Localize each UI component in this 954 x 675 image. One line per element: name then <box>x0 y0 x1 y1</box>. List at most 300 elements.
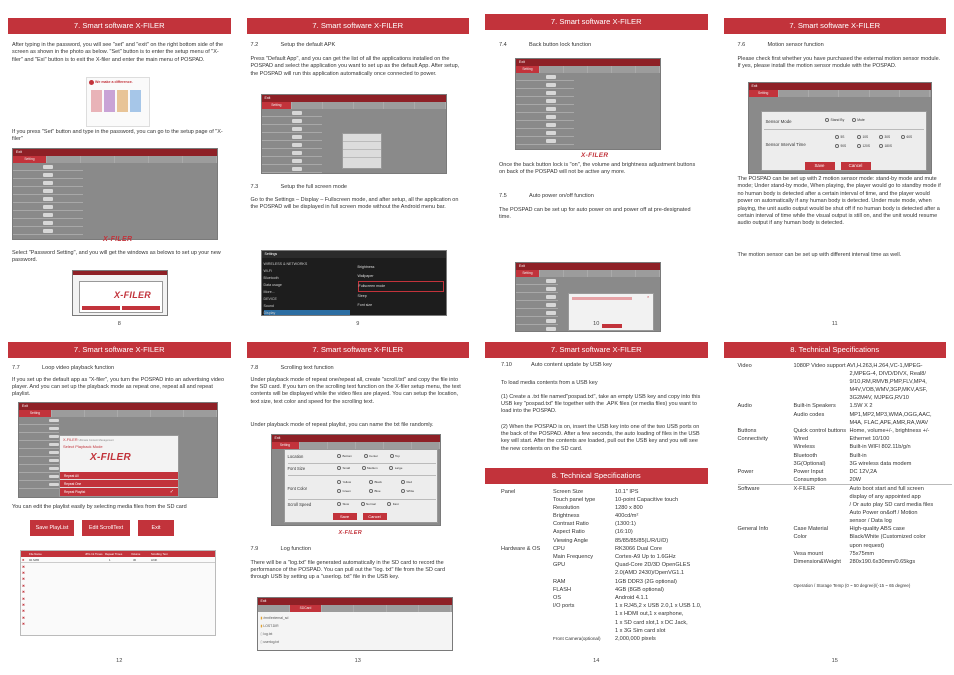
setting-row[interactable] <box>516 301 558 309</box>
col-header: Repeat Times <box>105 551 123 556</box>
spec-row <box>501 488 711 496</box>
radio-option[interactable] <box>359 502 376 506</box>
section-header: 7. Smart software X-FILER <box>485 342 708 358</box>
tab[interactable] <box>47 156 81 163</box>
scroll-option-row <box>288 502 436 512</box>
page-15 <box>716 338 954 675</box>
cancel-button[interactable] <box>122 306 160 310</box>
setting-row[interactable] <box>19 417 59 425</box>
settings-rows <box>13 163 83 239</box>
setting-row[interactable] <box>262 157 322 165</box>
interval-options <box>834 135 924 148</box>
s710-intro: To load media contents from a USB key <box>501 379 598 386</box>
page-11 <box>716 0 954 338</box>
xfiler-caption <box>63 438 114 442</box>
spec-value: Android 4.1.1 <box>615 594 649 601</box>
thumb <box>117 90 128 112</box>
setting-row[interactable] <box>19 465 59 473</box>
app-bar: Exit <box>516 59 660 66</box>
spec-item: Resolution <box>553 504 580 511</box>
tab[interactable] <box>540 270 564 277</box>
tab[interactable] <box>151 410 184 417</box>
delete-icon[interactable]: ✖ <box>22 596 26 601</box>
spec-item: Vesa mount <box>793 550 824 557</box>
folder-item[interactable] <box>261 622 289 630</box>
tab[interactable] <box>419 605 451 612</box>
folder-label: /mnt/external_sd <box>263 615 289 620</box>
spec-row <box>501 496 711 504</box>
folder-item[interactable] <box>261 638 289 646</box>
playback-option[interactable]: Repeat All <box>60 472 178 480</box>
setting-row[interactable] <box>13 171 83 179</box>
cell: LINK <box>151 557 158 562</box>
tab-bar <box>516 66 660 73</box>
setting-row[interactable] <box>516 293 558 301</box>
save-button[interactable]: Save <box>333 513 357 520</box>
page-14 <box>477 338 716 675</box>
section-header: 7. Smart software X-FILER <box>485 14 708 30</box>
playback-option[interactable]: Repeat Playlist <box>60 488 178 496</box>
s74-text: Once the back button lock is "on", the volume and brightness adjustment buttons on back of the POSPAD will not be active any more. <box>499 162 696 176</box>
setting-row[interactable] <box>516 89 574 97</box>
display-item[interactable]: Wallpaper <box>357 274 374 278</box>
settings-item[interactable]: More... <box>263 290 275 294</box>
radio-option[interactable] <box>336 502 350 506</box>
save-playlist-button[interactable]: Save PlayList <box>30 520 74 536</box>
tab[interactable] <box>354 605 386 612</box>
section-header: 7. Smart software X-FILER <box>247 18 470 34</box>
tab[interactable] <box>258 605 290 612</box>
settings-rows <box>516 73 574 149</box>
tab[interactable] <box>322 605 354 612</box>
spec-item: Quick control buttons <box>793 428 847 434</box>
tab-setting[interactable]: Setting <box>749 90 779 97</box>
radio-option[interactable] <box>368 489 400 493</box>
xfiler-logo: X-FILER <box>103 236 133 243</box>
interval-option[interactable] <box>834 135 856 139</box>
setting-row[interactable] <box>19 449 59 457</box>
option-choices <box>336 466 403 470</box>
section-title: Setup the full screen mode <box>280 184 348 190</box>
col-header: Volume <box>131 551 141 556</box>
tab[interactable] <box>564 270 588 277</box>
tab[interactable] <box>354 102 385 109</box>
radio-option[interactable] <box>362 454 378 458</box>
spec-row <box>738 394 952 402</box>
spec-item: I/O ports <box>553 603 575 610</box>
spec-row <box>738 542 952 550</box>
tab[interactable] <box>387 605 419 612</box>
table-row[interactable] <box>21 557 215 563</box>
radio-stand-by[interactable] <box>824 118 845 122</box>
spec-value: M4V,VOB,WMV,3GP,MKV,ASF, <box>849 387 928 394</box>
spec-item: OS <box>553 594 562 601</box>
folder-item[interactable] <box>261 630 289 638</box>
tab[interactable] <box>292 102 323 109</box>
setting-row[interactable] <box>13 227 83 235</box>
setting-row[interactable] <box>19 473 59 481</box>
setting-row[interactable] <box>262 109 322 117</box>
setting-row[interactable] <box>516 121 574 129</box>
settings-item[interactable]: Data usage <box>263 283 282 287</box>
tab-sdcard[interactable]: SDCard <box>290 605 322 612</box>
spec-value: 10-point Capacitive touch <box>615 496 679 503</box>
radio-mute[interactable] <box>850 118 865 122</box>
tab[interactable] <box>839 90 869 97</box>
setting-row[interactable] <box>19 441 59 449</box>
app-list-item[interactable] <box>343 142 381 150</box>
spec-row <box>738 517 952 525</box>
s76-text: Please check first whether you have purchased the external motion sensor module. If yes, please install the motion sensor module with the POSPAD. <box>737 56 941 70</box>
delete-icon[interactable]: ✖ <box>22 577 26 582</box>
tab-bar <box>516 270 660 277</box>
file-icon: ▯ <box>260 639 263 644</box>
delete-icon[interactable]: ✖ <box>22 622 26 627</box>
interval-option[interactable] <box>856 135 878 139</box>
page-13 <box>239 338 478 675</box>
radio-label: Fast <box>392 501 399 506</box>
s78-text-2: Under playback mode of repeat playlist, you can name the txt file randomly. <box>250 421 434 428</box>
s710-step-2: (2) When the POSPAD is on, insert the USB key into one of the two USB ports on the back of the POSPAD. After a few seconds, the auto loading of files in the USB key will start. After the contents are loaded, pull out the USB key and you will see the new contents on the SD card. <box>501 423 700 452</box>
interval-option[interactable] <box>878 135 900 139</box>
option-label: Location <box>287 453 304 459</box>
tab[interactable] <box>900 90 930 97</box>
spec-value: Quad-Core 2D/3D OpenGLES <box>615 562 691 569</box>
setting-row[interactable] <box>516 81 574 89</box>
tech-spec-header: 8. Technical Specifications <box>485 468 708 484</box>
folder-item[interactable] <box>261 614 289 622</box>
settings-rows <box>19 417 59 497</box>
radio-option[interactable] <box>336 454 353 458</box>
settings-item[interactable]: Display <box>264 310 350 316</box>
spec-value: 1 x SD card slot,1 x DC Jack, <box>615 619 688 626</box>
tab[interactable] <box>184 410 217 417</box>
setting-row[interactable] <box>262 133 322 141</box>
page-number: 13 <box>354 658 361 664</box>
spec-category: Buttons <box>737 428 757 434</box>
spec-item: Wireless <box>793 444 815 451</box>
spec-category: Power <box>737 468 754 475</box>
tab[interactable] <box>809 90 839 97</box>
radio-option[interactable] <box>400 489 432 493</box>
spec-value: 1.5W X 2 <box>849 403 873 410</box>
radio-option[interactable] <box>336 466 351 470</box>
folder-label: log.txt <box>263 631 273 636</box>
interval-option[interactable] <box>856 144 878 148</box>
exit-button[interactable]: Exit <box>138 520 174 536</box>
col-header: File Name <box>29 551 42 556</box>
app-bar: Exit <box>19 403 217 410</box>
tab-setting[interactable]: Setting <box>13 156 47 163</box>
radio-option[interactable] <box>336 489 368 493</box>
setting-row[interactable] <box>516 113 574 121</box>
spec-table-1 <box>501 488 711 644</box>
spec-row <box>738 427 952 435</box>
radio-option[interactable] <box>368 480 400 484</box>
tab[interactable] <box>149 156 183 163</box>
spec-row <box>501 586 711 594</box>
settings-bar: Settings <box>262 251 446 258</box>
scroll-text-screenshot <box>271 434 441 526</box>
spec-value: Ethernet 10/100 <box>849 436 890 443</box>
spec-row <box>501 610 711 618</box>
setting-row[interactable] <box>516 97 574 105</box>
tab[interactable] <box>300 442 328 449</box>
spec-value: 2.0(AMD 2430)/OpenVG1.1 <box>615 570 685 577</box>
tab[interactable] <box>356 442 384 449</box>
spec-row <box>738 550 952 558</box>
tab-setting[interactable]: Setting <box>262 102 293 109</box>
spec-row <box>738 525 952 533</box>
app-list-item[interactable] <box>343 158 381 166</box>
motion-text-2: The motion sensor can be set up with different interval time as well. <box>737 252 902 258</box>
tab[interactable] <box>323 102 354 109</box>
app-bar: Exit <box>516 263 660 270</box>
tab-setting[interactable]: Setting <box>272 442 300 449</box>
section-header: 8. Technical Specifications <box>724 342 947 358</box>
section-header: 7. Smart software X-FILER <box>8 18 231 34</box>
setting-row[interactable] <box>262 125 322 133</box>
tab-bar <box>258 605 452 612</box>
spec-value: 3G2M4V, MJPEG,RV10 <box>849 395 909 402</box>
setting-row[interactable] <box>516 73 574 81</box>
spec-row <box>738 378 952 386</box>
setting-row[interactable] <box>13 211 83 219</box>
spec-item: 1080P Video support AVI,H.263,H.264,VC-1,MPEG- <box>793 362 923 369</box>
setting-row[interactable] <box>13 203 83 211</box>
radio-option[interactable] <box>360 466 378 470</box>
spec-item: 3G(Optional) <box>793 460 826 467</box>
tab[interactable] <box>612 270 636 277</box>
spec-row <box>738 476 952 484</box>
spec-value: 1 x 3G Sim card slot <box>615 627 666 634</box>
tab[interactable] <box>115 156 149 163</box>
s78-text: Under playback mode of repeat one/repeat all, create "scroll.txt" and copy the file into the SD card. If you turn on the scrolling text function on the X-filer setup menu, the text contents will be displayed while the video files are played. You can setup the location, text size, text color and speed for the scrolling text. <box>250 376 461 405</box>
section-number: 7.2 <box>250 42 259 48</box>
tab[interactable] <box>328 442 356 449</box>
cancel-button[interactable]: Cancel <box>363 513 387 520</box>
tab[interactable] <box>412 442 440 449</box>
setting-row[interactable] <box>262 149 322 157</box>
spec-item: FLASH <box>553 586 572 593</box>
radio-option[interactable] <box>336 480 368 484</box>
interval-option[interactable] <box>834 144 856 148</box>
subsection-7-4 <box>499 42 591 48</box>
spec-value: 10.1" IPS <box>615 488 639 495</box>
page-12 <box>0 338 239 675</box>
app-bar: Exit <box>258 598 452 605</box>
page-number: 9 <box>356 320 360 327</box>
app-bar: Exit <box>262 95 446 102</box>
delete-icon[interactable]: ✖ <box>22 602 26 607</box>
radio-option[interactable] <box>388 454 400 458</box>
playback-option[interactable]: Repeat One <box>60 480 178 488</box>
setting-row[interactable] <box>262 141 322 149</box>
tab[interactable] <box>384 102 415 109</box>
setting-row[interactable] <box>13 219 83 227</box>
spec-item: Viewing Angle <box>553 537 589 544</box>
power-modal-line <box>572 297 632 300</box>
delete-icon[interactable]: ✖ <box>22 570 26 575</box>
tab[interactable] <box>118 410 151 417</box>
setting-row[interactable] <box>516 277 558 285</box>
spec-value: / Or auto play SD card media files <box>849 501 934 508</box>
spec-value: upon request) <box>849 542 885 549</box>
setting-row[interactable] <box>516 309 558 317</box>
setting-row[interactable] <box>19 457 59 465</box>
delete-icon[interactable]: ✖ <box>22 590 26 595</box>
radio-label: Red <box>406 479 413 484</box>
spec-value: Auto boot start and full screen <box>849 486 924 493</box>
subsection-7-2 <box>251 42 336 48</box>
make-difference-text: We make a difference. <box>95 80 133 84</box>
radio-label: Green <box>342 488 351 493</box>
setting-row[interactable] <box>516 285 558 293</box>
spec-row <box>738 468 952 476</box>
settings-item[interactable]: Bluetooth <box>263 276 279 280</box>
ok-button[interactable] <box>82 306 120 310</box>
display-item[interactable]: Font size <box>357 303 373 307</box>
radio-label: Bottom <box>342 453 353 458</box>
intro-text: After typing in the password, you will see "set" and "exit" on the right bottom side of the screen as shown in the photo as below. "Set" button is to enter the setup menu of "X-filer" and "Exi" button is to exit the X-filer and enter the main menu of POSPAD. <box>12 42 224 63</box>
delete-icon[interactable]: ✖ <box>22 583 26 588</box>
tab[interactable] <box>384 442 412 449</box>
setting-row[interactable] <box>19 433 59 441</box>
spec-item: Dimension&Weight <box>793 559 841 565</box>
section-number: 7.5 <box>499 193 507 199</box>
interval-option[interactable] <box>878 144 900 148</box>
settings-item[interactable]: Sound <box>263 304 274 308</box>
interval-label: 120S <box>862 144 870 149</box>
delete-icon[interactable]: ✖ <box>22 564 26 569</box>
spec-value: DC 12V,2A <box>849 468 877 475</box>
spec-value: 2,000,000 pixels <box>615 635 656 642</box>
spec-row <box>738 402 952 410</box>
folder-icon: ▮ <box>260 623 263 628</box>
delete-icon[interactable]: ✖ <box>22 557 25 562</box>
tab-bar <box>749 90 931 97</box>
display-item[interactable]: Sleep <box>357 294 367 298</box>
setting-row[interactable] <box>13 187 83 195</box>
tab[interactable] <box>85 410 118 417</box>
tab-setting[interactable]: Setting <box>516 66 540 73</box>
page-number: 8 <box>117 320 121 327</box>
sensor-interval-label: Sensor Interval Time <box>765 142 806 147</box>
setting-row[interactable] <box>19 481 59 489</box>
spec-value: (1300:1) <box>615 521 636 528</box>
settings-item[interactable]: Wi-Fi <box>263 269 272 273</box>
section-title: Log function <box>280 545 311 552</box>
setting-row[interactable] <box>516 129 574 137</box>
s75-text: The POSPAD can be set up for auto power on and power off at pre-designated time. <box>499 207 691 221</box>
tab-setting[interactable]: Setting <box>19 410 52 417</box>
radio-label: Medium <box>367 465 378 470</box>
spec-row <box>738 443 952 451</box>
subsection-7-8 <box>251 365 334 371</box>
setting-row[interactable] <box>13 163 83 171</box>
setting-row[interactable] <box>262 165 322 173</box>
tab[interactable] <box>588 270 612 277</box>
cell: 02.h265 <box>29 557 40 562</box>
difference-badge <box>89 80 94 85</box>
spec-value: MP1,MP2,MP3,WMA,OGG,AAC, <box>849 411 932 418</box>
tab[interactable] <box>564 66 588 73</box>
sensor-mode-label: Sensor Mode <box>765 119 792 124</box>
radio-label: Small <box>342 465 351 470</box>
radio-label: Slow <box>342 501 350 506</box>
app-list-item[interactable] <box>343 134 381 142</box>
tab-setting[interactable]: Setting <box>516 270 540 277</box>
spec-value: Home, volume+/-, brightness +/- <box>849 428 930 434</box>
setting-row[interactable] <box>516 105 574 113</box>
motion-text-1: The POSPAD can be set up with 2 motion sensor mode: stand-by mode and mute mode; Under stand-by mode, When playing, the player would go to standby mode if no human body is detected after a certain interval of time, and the player would power on automatically if any human body is detected. Under mute mode, when playing, the unit audio output would be shut off if no human body is detected after a certain interval of time while the visual output is still on, and the unit would resume audio output if any human body is detected. <box>737 176 941 227</box>
tab[interactable] <box>636 270 660 277</box>
spec-value: 400cd/m² <box>615 513 639 520</box>
tab[interactable] <box>779 90 809 97</box>
tab[interactable] <box>52 410 85 417</box>
display-item[interactable]: Fullscreen mode <box>358 281 444 292</box>
spec-row <box>501 635 711 643</box>
setting-row[interactable] <box>13 179 83 187</box>
spec-category: General Info <box>737 526 769 533</box>
setting-row[interactable] <box>262 117 322 125</box>
delete-icon[interactable]: ✖ <box>22 615 26 620</box>
tab[interactable] <box>81 156 115 163</box>
radio-option[interactable] <box>388 466 403 470</box>
delete-icon[interactable]: ✖ <box>22 609 26 614</box>
setting-row[interactable] <box>19 425 59 433</box>
spec-value: 75x75mm <box>849 550 875 557</box>
tab[interactable] <box>612 66 636 73</box>
spec-row <box>501 569 711 577</box>
page-8 <box>0 0 239 338</box>
display-item[interactable]: Brightness <box>357 265 375 269</box>
sensor-mode-options <box>824 118 865 122</box>
power-modal-close-icon[interactable]: × <box>647 294 650 299</box>
cancel-button[interactable]: Cancel <box>841 162 871 170</box>
tab[interactable] <box>636 66 660 73</box>
tab[interactable] <box>183 156 217 163</box>
interval-option[interactable] <box>900 135 922 139</box>
spec-row <box>501 537 711 545</box>
tab[interactable] <box>540 66 564 73</box>
tab[interactable] <box>415 102 446 109</box>
spec-row <box>738 493 952 501</box>
spec-item: Wired <box>793 436 809 443</box>
subsection-7-3 <box>251 184 348 190</box>
app-list-item[interactable] <box>343 150 381 158</box>
setting-row[interactable] <box>516 137 574 145</box>
radio-option[interactable] <box>386 502 399 506</box>
xfiler-logo: X-FILER <box>581 152 609 159</box>
setting-row[interactable] <box>13 195 83 203</box>
tab[interactable] <box>870 90 900 97</box>
page-number: 14 <box>593 658 600 664</box>
radio-label: Yellow <box>342 479 352 484</box>
radio-option[interactable] <box>400 480 432 484</box>
spec-value: 3G wireless data modem <box>849 460 912 467</box>
edit-scrolltext-button[interactable]: Edit ScrollText <box>82 520 130 536</box>
tab[interactable] <box>588 66 612 73</box>
folder-label: userlog.txt <box>263 639 279 644</box>
app-bar: Exit <box>749 83 931 90</box>
xfiler-caption-name: X-FILER <box>63 437 78 442</box>
playback-screenshot <box>18 402 218 498</box>
spec-row <box>501 553 711 561</box>
col-header: JPG Int Times <box>85 551 103 556</box>
xfiler-logo: X-FILER <box>90 451 131 463</box>
save-button[interactable]: Save <box>805 162 835 170</box>
